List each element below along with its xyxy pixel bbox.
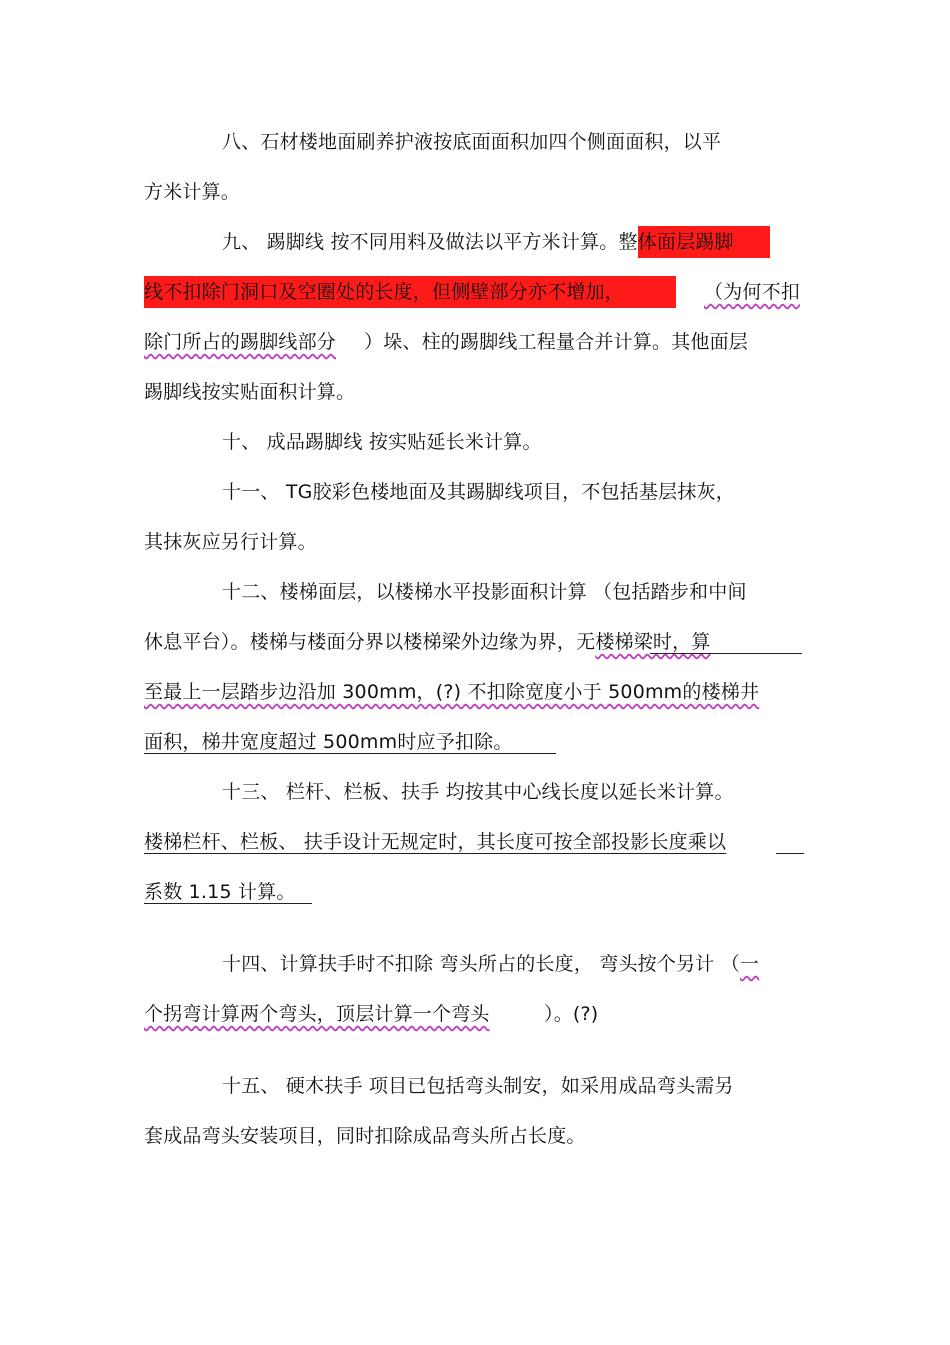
underline-rule (650, 653, 802, 654)
underline-rule (286, 903, 312, 904)
underline-rule (500, 753, 556, 754)
para-14-text: ）。(?) (544, 1003, 599, 1025)
para-9-line-3 (144, 326, 748, 358)
para-8-line-1: 八、石材楼地面刷养护液按底面面积加四个侧面面积，以平 (222, 131, 722, 153)
para-15-line-1: 十五、 硬木扶手 项目已包括弯头制安，如采用成品弯头需另 (222, 1075, 734, 1097)
para-13-line-2: 楼梯栏杆、栏板、 扶手设计无规定时，其长度可按全部投影长度乘以 (144, 831, 727, 853)
highlighted-text: 体面层踢脚 (638, 226, 770, 258)
para-14-line-1 (222, 948, 759, 980)
comment-text: 个拐弯计算两个弯头，顶层计算一个弯头 (144, 1003, 490, 1025)
para-11-line-1: 十一、 TG胶彩色楼地面及其踢脚线项目，不包括基层抹灰， (222, 481, 735, 503)
para-12-line-2 (144, 626, 711, 658)
para-9-line-4: 踢脚线按实贴面积计算。 (144, 381, 356, 403)
para-8-line-2: 方米计算。 (144, 181, 241, 203)
para-12-line-3: 至最上一层踏步边沿加 300mm，(?) 不扣除宽度小于 500mm的楼梯井 (144, 681, 760, 703)
para-12-text: 休息平台）。楼梯与楼面分界以楼梯梁外边缘为界，无 (144, 631, 596, 653)
para-12-line-1: 十二、楼梯面层，以楼梯水平投影面积计算 （包括踏步和中间 (222, 581, 747, 603)
underline-rule (776, 853, 804, 854)
para-13-line-1: 十三、 栏杆、栏板、扶手 均按其中心线长度以延长米计算。 (222, 781, 734, 803)
para-15-line-2: 套成品弯头安装项目，同时扣除成品弯头所占长度。 (144, 1125, 586, 1147)
para-9-text: 九、 踢脚线 按不同用料及做法以平方米计算。整 (222, 231, 638, 253)
comment-text: 一 (739, 953, 760, 975)
para-12-line-4: 面积，梯井宽度超过 500mm时应予扣除。 (144, 731, 513, 753)
para-9-line-1 (222, 226, 770, 258)
para-10-line-1: 十、 成品踢脚线 按实贴延长米计算。 (222, 431, 542, 453)
comment-text: 楼梯梁时，算 (595, 631, 711, 653)
para-9-text: ）垛、柱的踢脚线工程量合并计算。其他面层 (364, 331, 749, 353)
para-9-line-2 (144, 276, 800, 308)
comment-text: 除门所占的踢脚线部分 (144, 331, 337, 353)
para-11-line-2: 其抹灰应另行计算。 (144, 531, 317, 553)
para-14-line-2 (144, 998, 598, 1030)
para-14-text: 十四、计算扶手时不扣除 弯头所占的长度， 弯头按个另计 （ (222, 953, 740, 975)
para-13-line-3: 系数 1.15 计算。 (144, 881, 296, 903)
comment-text: （为何不扣 (704, 281, 801, 303)
highlighted-text: 线不扣除门洞口及空圈处的长度，但侧壁部分亦不增加， (144, 276, 676, 308)
